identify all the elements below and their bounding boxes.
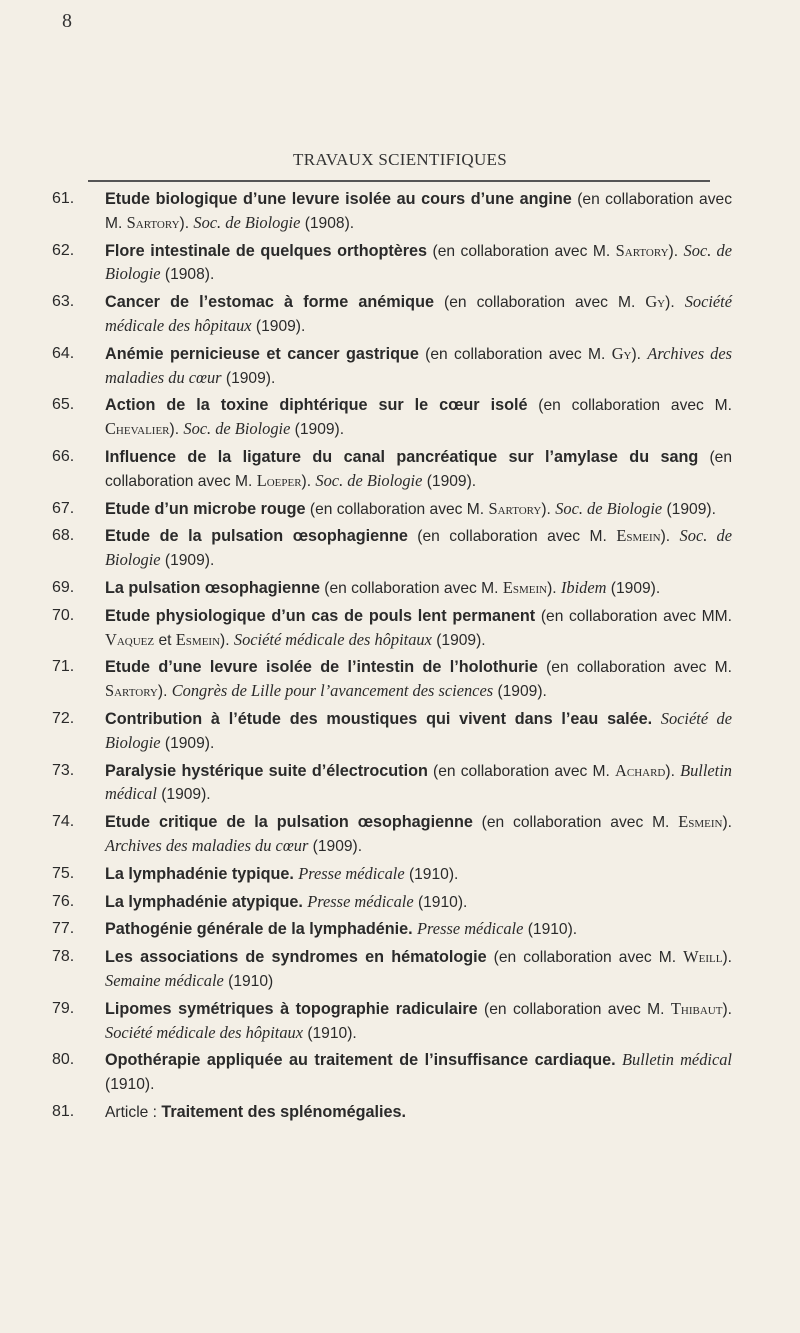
- entry-publication: Semaine médicale: [105, 970, 224, 990]
- entry-title: Etude de la pulsation œsophagienne: [105, 527, 408, 546]
- entry-year: (1910).: [404, 865, 459, 883]
- entry-publication: Congrès de Lille pour l’avancement des sciences: [171, 681, 494, 701]
- entry-author: Vaquez: [105, 629, 155, 649]
- entry-publication: Bulletin médical: [622, 1050, 732, 1070]
- entry-collaboration: (en collaboration avec M.: [472, 814, 679, 832]
- entry-publication: Presse médicale: [307, 891, 414, 911]
- entry-title: La lymphadénie atypique.: [105, 892, 303, 911]
- entry-year: (1909).: [606, 579, 661, 597]
- entry-year: (1909).: [290, 421, 345, 439]
- publication-entry: [52, 811, 732, 859]
- entry-collaboration: (en collaboration avec M.: [418, 345, 612, 363]
- publication-entry: [52, 656, 732, 704]
- publication-entry: [52, 188, 732, 236]
- entry-collaboration-joiner: et: [154, 631, 176, 649]
- entry-number: 73.: [52, 761, 75, 779]
- entry-collaboration: [652, 711, 661, 728]
- entry-number: 70.: [52, 606, 75, 624]
- publication-entry: [52, 343, 732, 391]
- entry-author: Esmein: [502, 577, 548, 597]
- entry-author: Gy: [645, 292, 666, 312]
- entry-publication: Presse médicale: [298, 863, 405, 883]
- entry-collaboration-close: ).: [220, 631, 234, 649]
- entry-author: Loeper: [256, 470, 302, 490]
- entry-number: 72.: [52, 709, 75, 727]
- entry-publication: Société médicale des hôpitaux: [105, 1022, 303, 1042]
- entry-title: Action de la toxine diphtérique sur le cœur isolé: [105, 396, 528, 415]
- entry-number: 64.: [52, 344, 75, 362]
- publication-entry: [52, 240, 732, 288]
- entry-publication: Société médicale des hôpitaux: [233, 629, 432, 649]
- entry-year: (1910): [223, 972, 274, 990]
- entry-year: (1910).: [105, 1076, 155, 1094]
- entry-number: 77.: [52, 920, 75, 938]
- entry-year: (1910).: [302, 1024, 357, 1042]
- entry-publication: Soc. de Biologie: [555, 498, 663, 518]
- entry-year: (1909).: [493, 683, 547, 701]
- entry-collaboration: (en collaboration avec MM.: [535, 607, 732, 625]
- entry-publication: Soc. de Biologie: [193, 212, 301, 232]
- entry-collaboration: (en collaboration avec M.: [486, 949, 684, 967]
- entry-year: (1908).: [300, 214, 355, 232]
- entry-collaboration: (en collaboration avec M.: [407, 528, 617, 546]
- entry-collaboration: (en collaboration avec M.: [105, 448, 732, 490]
- entry-number: 66.: [52, 447, 75, 465]
- entry-title: Etude critique de la pulsation œsophagienne: [105, 813, 473, 832]
- entry-title: Pathogénie générale de la lymphadénie.: [105, 920, 413, 939]
- entry-author: Esmein: [616, 526, 661, 546]
- publication-entry: [52, 446, 732, 494]
- entry-collaboration: (en collaboration avec M.: [527, 397, 732, 415]
- entry-collaboration-close: ).: [665, 294, 685, 312]
- entry-publication: Soc. de Biologie: [315, 470, 423, 490]
- entry-year: (1909).: [156, 786, 211, 804]
- entry-year: (1909).: [422, 472, 477, 490]
- publication-entry: [52, 708, 732, 756]
- entry-title: Etude physiologique d’un cas de pouls lent permanent: [105, 606, 536, 625]
- entry-title: Contribution à l’étude des moustiques qui vivent dans l’eau salée.: [105, 709, 653, 728]
- entry-collaboration: (en collaboration avec M.: [305, 500, 489, 518]
- entry-collaboration-close: ).: [660, 528, 680, 546]
- entry-author: Sartory: [126, 212, 180, 232]
- entry-collaboration-close: ).: [301, 472, 316, 490]
- entry-title: Traitement des splénomégalies.: [161, 1102, 407, 1121]
- publication-entry: [52, 498, 732, 522]
- entry-year: (1909).: [662, 500, 716, 518]
- entry-publication: Soc. de Biologie: [183, 419, 291, 439]
- publication-entry: [52, 863, 732, 887]
- entry-year: (1909).: [160, 552, 215, 570]
- entry-publication: Ibidem: [560, 577, 607, 597]
- entry-collaboration: (en collaboration avec M.: [105, 191, 732, 232]
- entry-year: (1909).: [251, 317, 306, 335]
- entry-publication: Bulletin médical: [105, 760, 732, 804]
- entry-number: 81.: [52, 1102, 75, 1120]
- entry-author: Sartory: [488, 498, 542, 518]
- entry-title: Anémie pernicieuse et cancer gastrique: [105, 344, 419, 363]
- entry-collaboration-close: ).: [547, 579, 561, 597]
- entry-publication: Archives des maladies du cœur: [105, 835, 309, 855]
- entry-number: 69.: [52, 578, 75, 596]
- entry-year: (1910).: [523, 921, 578, 939]
- entry-title: Etude d’un microbe rouge: [105, 499, 306, 518]
- entry-collaboration-close: ).: [157, 683, 172, 701]
- entry-publication: Presse médicale: [417, 919, 524, 939]
- page-number: 8: [62, 10, 72, 32]
- entry-publication: Archives des maladies du cœur: [105, 343, 733, 387]
- entry-collaboration-close: ).: [179, 214, 194, 232]
- entry-number: 67.: [52, 499, 75, 517]
- entry-number: 75.: [52, 864, 75, 882]
- entry-title: Lipomes symétriques à topographie radiculaire: [105, 999, 478, 1018]
- entry-publication: Soc. de Biologie: [105, 240, 733, 284]
- entry-number: 78.: [52, 948, 75, 966]
- entry-author: Sartory: [105, 681, 158, 701]
- entry-author: Weill: [683, 947, 723, 967]
- entry-year: (1909).: [308, 837, 363, 855]
- publication-entry: [52, 998, 732, 1046]
- entry-year: (1909).: [431, 631, 486, 649]
- entry-collaboration: (en collaboration avec M.: [427, 242, 616, 260]
- header-rule: [88, 180, 710, 182]
- entry-number: 68.: [52, 527, 75, 545]
- entry-author: Esmein: [678, 812, 723, 832]
- entry-author: Sartory: [615, 240, 669, 260]
- entry-number: 62.: [52, 241, 75, 259]
- publication-entry: [52, 577, 732, 601]
- entry-collaboration-close: ).: [665, 762, 681, 780]
- publication-entry: [52, 1101, 732, 1125]
- entry-number: 80.: [52, 1051, 75, 1069]
- entry-number: 79.: [52, 999, 75, 1017]
- entry-title: Flore intestinale de quelques orthoptères: [105, 241, 428, 260]
- entry-collaboration-close: ).: [722, 1000, 732, 1018]
- entry-title: Paralysie hystérique suite d’électrocution: [105, 761, 428, 780]
- publication-entry: [52, 291, 732, 339]
- entry-collaboration-close: ).: [668, 242, 684, 260]
- entry-number: 76.: [52, 892, 75, 910]
- entry-author: Esmein: [175, 629, 221, 649]
- entry-title: Cancer de l’estomac à forme anémique: [105, 293, 434, 312]
- entry-number: 63.: [52, 293, 75, 311]
- entry-author: Gy: [611, 343, 632, 363]
- entry-title: Etude d’une levure isolée de l’intestin de l’holothurie: [105, 658, 538, 677]
- entry-year: (1909).: [160, 734, 215, 752]
- entry-collaboration: (en collaboration avec M.: [427, 762, 616, 780]
- entry-year: (1908).: [160, 266, 215, 284]
- entry-publication: Société de Biologie: [105, 708, 732, 752]
- publication-entry: [52, 605, 732, 653]
- entry-collaboration-close: ).: [541, 500, 556, 518]
- entry-year: (1909).: [221, 369, 276, 387]
- entry-author: Thibaut: [670, 998, 723, 1018]
- entry-title: Etude biologique d’une levure isolée au cours d’une angine: [105, 190, 572, 208]
- entry-title: La pulsation œsophagienne: [105, 578, 320, 597]
- entry-collaboration: (en collaboration avec M.: [477, 1000, 671, 1018]
- entry-collaboration: (en collaboration avec M.: [537, 659, 732, 677]
- entry-collaboration: (en collaboration avec M.: [433, 294, 646, 312]
- entry-publication: Société médicale des hôpitaux: [105, 292, 733, 335]
- entry-title: Opothérapie appliquée au traitement de l’insuffisance cardiaque.: [105, 1051, 616, 1070]
- publication-entry: [52, 946, 732, 994]
- publication-entry: [52, 1049, 732, 1097]
- entry-collaboration-close: ).: [722, 814, 733, 832]
- entry-number: 65.: [52, 396, 75, 414]
- entry-author: Chevalier: [105, 419, 170, 439]
- entry-title: La lymphadénie typique.: [105, 864, 294, 883]
- entry-author: Achard: [615, 760, 666, 780]
- publication-entry: [52, 891, 732, 915]
- publication-entry: [52, 525, 732, 573]
- entry-number: 74.: [52, 813, 75, 831]
- running-head: TRAVAUX SCIENTIFIQUES: [293, 150, 507, 169]
- entry-collaboration-close: ).: [169, 421, 184, 439]
- entry-number: 71.: [52, 658, 75, 676]
- publication-entry: [52, 918, 732, 942]
- entry-year: (1910).: [413, 893, 468, 911]
- entry-publication: Soc. de Biologie: [105, 526, 732, 570]
- publication-list: [52, 188, 732, 1129]
- entry-title: Les associations de syndromes en hématologie: [105, 948, 487, 967]
- entry-collaboration-close: ).: [631, 345, 648, 363]
- publication-entry: [52, 760, 732, 808]
- entry-prefix: Article :: [105, 1103, 162, 1121]
- entry-collaboration-close: ).: [722, 949, 732, 967]
- entry-number: 61.: [52, 190, 75, 207]
- entry-title: Influence de la ligature du canal pancréatique sur l’amylase du sang: [105, 447, 699, 466]
- publication-entry: [52, 394, 732, 442]
- entry-collaboration: (en collaboration avec M.: [319, 579, 503, 597]
